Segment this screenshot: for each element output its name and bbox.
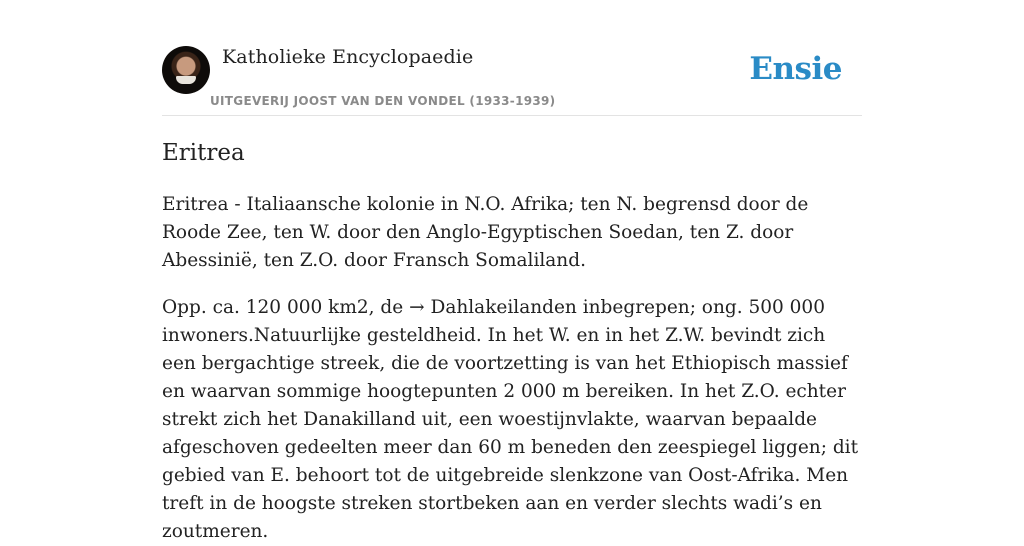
publication-header (162, 46, 862, 116)
page (162, 0, 862, 546)
publisher-subtitle: UITGEVERIJ JOOST VAN DEN VONDEL (1933-1939) (210, 94, 556, 108)
brand-logo[interactable]: Ensie (749, 51, 842, 87)
article-paragraph-1: Eritrea - Italiaansche kolonie in N.O. Afrika; ten N. begrensd door de Roode Zee, ten W. door den Anglo-Egyptischen Soedan, ten Z. door Abessinië, ten Z.O. door Fransch Somaliland. (162, 194, 809, 271)
article-body (162, 191, 862, 546)
article-title: Eritrea (162, 140, 245, 166)
publication-title[interactable]: Katholieke Encyclopaedie (222, 46, 474, 68)
article-paragraph-2: Opp. ca. 120 000 km2, de → Dahlakeilanden inbegrepen; ong. 500 000 inwoners.Natuurlijke gesteldheid. In het W. en in het Z.W. bevindt zich een bergachtige streek, die de voortzetting is van het Ethiopisch massief en waarvan sommige hoogtepunten 2 000 m bereiken. In het Z.O. echter strekt zich het Danakilland uit, een woestijnvlakte, waarvan bepaalde afgeschoven gedeelten meer dan 60 m beneden den zeespiegel liggen; dit gebied van E. behoort tot de uitgebreide slenkzone van Oost-Afrika. Men treft in de hoogste streken stortbeken aan en verder slechts wadi’s en zoutmeren. (162, 297, 859, 542)
avatar-collar (176, 76, 196, 84)
publication-avatar[interactable] (162, 46, 210, 94)
